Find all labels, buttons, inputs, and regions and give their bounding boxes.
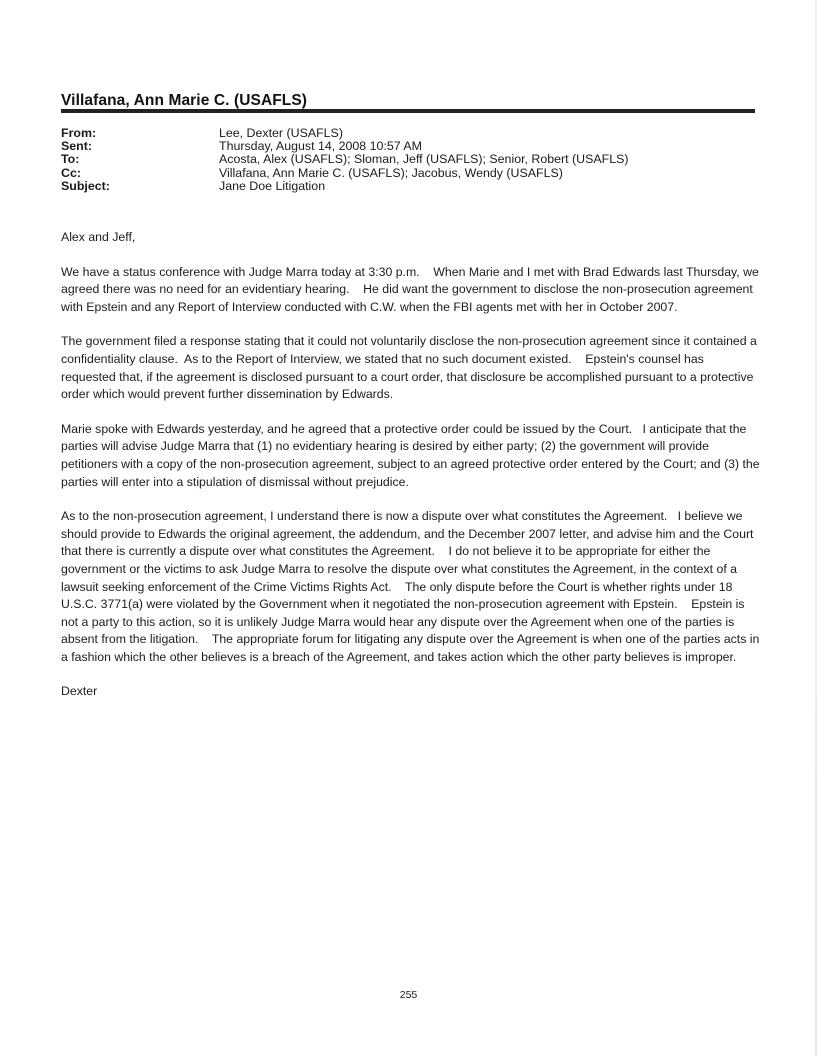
header-value: Acosta, Alex (USAFLS); Sloman, Jeff (USAFLS); Senior, Robert (USAFLS) — [219, 152, 629, 167]
header-label: Sent: — [61, 139, 92, 154]
page-number: 255 — [399, 989, 418, 1001]
header-value: Jane Doe Litigation — [219, 178, 326, 193]
header-rule — [61, 109, 755, 113]
email-headers — [61, 127, 629, 193]
email-paragraph: As to the non-prosecution agreement, I understand there is now a dispute over what constitutes the Agreement. I believe we should provide to Edwards the original agreement, the addendum, and the December 2007 letter, and advise him and the Court that there is currently a dispute over what constitutes the Agreement. I do not believe it to be appropriate for either the government or the victims to ask Judge Marra to resolve the dispute over what constitutes the Agreement, in the context of a lawsuit seeking enforcement of the Crime Victims Rights Act. The only dispute before the Court is whether rights under 18 U.S.C. 3771(a) were violated by the Government when it negotiated the non-prosecution agreement with Epstein. Epstein is not a party to this action, so it is unlikely Judge Marra would hear any dispute over the Agreement when one of the parties is absent from the litigation. The appropriate forum for litigating any dispute over the Agreement is when one of the parties acts in a fashion which the other believes is a breach of the Agreement, and takes action which the other party believes is improper. — [61, 509, 763, 664]
header-label: To: — [61, 152, 80, 167]
header-value: Villafana, Ann Marie C. (USAFLS); Jacobus, Wendy (USAFLS) — [219, 165, 563, 180]
email-paragraph: The government filed a response stating that it could not voluntarily disclose the non-prosecution agreement since it contained a confidentiality clause. As to the Report of Interview, we stated that no such document existed. Epstein's counsel has requested that, if the agreement is disclosed pursuant to a court order, that disclosure be accomplished pursuant to a protective order which would prevent further dissemination by Edwards. — [61, 334, 761, 402]
email-paragraph: We have a status conference with Judge Marra today at 3:30 p.m. When Marie and I met with Brad Edwards last Thursday, we agreed there was no need for an evidentiary hearing. He did want the government to disclose the non-prosecution agreement with Epstein and any Report of Interview conducted with C.W. when the FBI agents met with her in October 2007. — [61, 264, 763, 314]
header-value: Lee, Dexter (USAFLS) — [219, 126, 343, 140]
header-value: Thursday, August 14, 2008 10:57 AM — [219, 139, 422, 154]
header-label: Cc: — [61, 165, 81, 180]
header-cc — [61, 167, 629, 180]
email-body — [61, 229, 764, 718]
email-paragraph: Marie spoke with Edwards yesterday, and he agreed that a protective order could be issued by the Court. I anticipate that the parties will advise Judge Marra that (1) no evidentiary hearing is desired by either party; (2) the government will provide petitioners with a copy of the non-prosecution agreement, subject to an agreed protective order entered by the Court; and (3) the parties will enter into a stipulation of dismissal without prejudice. — [61, 421, 764, 489]
mailbox-owner-name: Villafana, Ann Marie C. (USAFLS) — [61, 92, 308, 109]
header-to — [61, 153, 629, 166]
email-greeting: Alex and Jeff, — [61, 230, 136, 244]
header-label: From: — [61, 126, 97, 140]
email-signature: Dexter — [61, 684, 98, 699]
header-label: Subject: — [61, 178, 110, 193]
header-subject — [61, 180, 629, 193]
